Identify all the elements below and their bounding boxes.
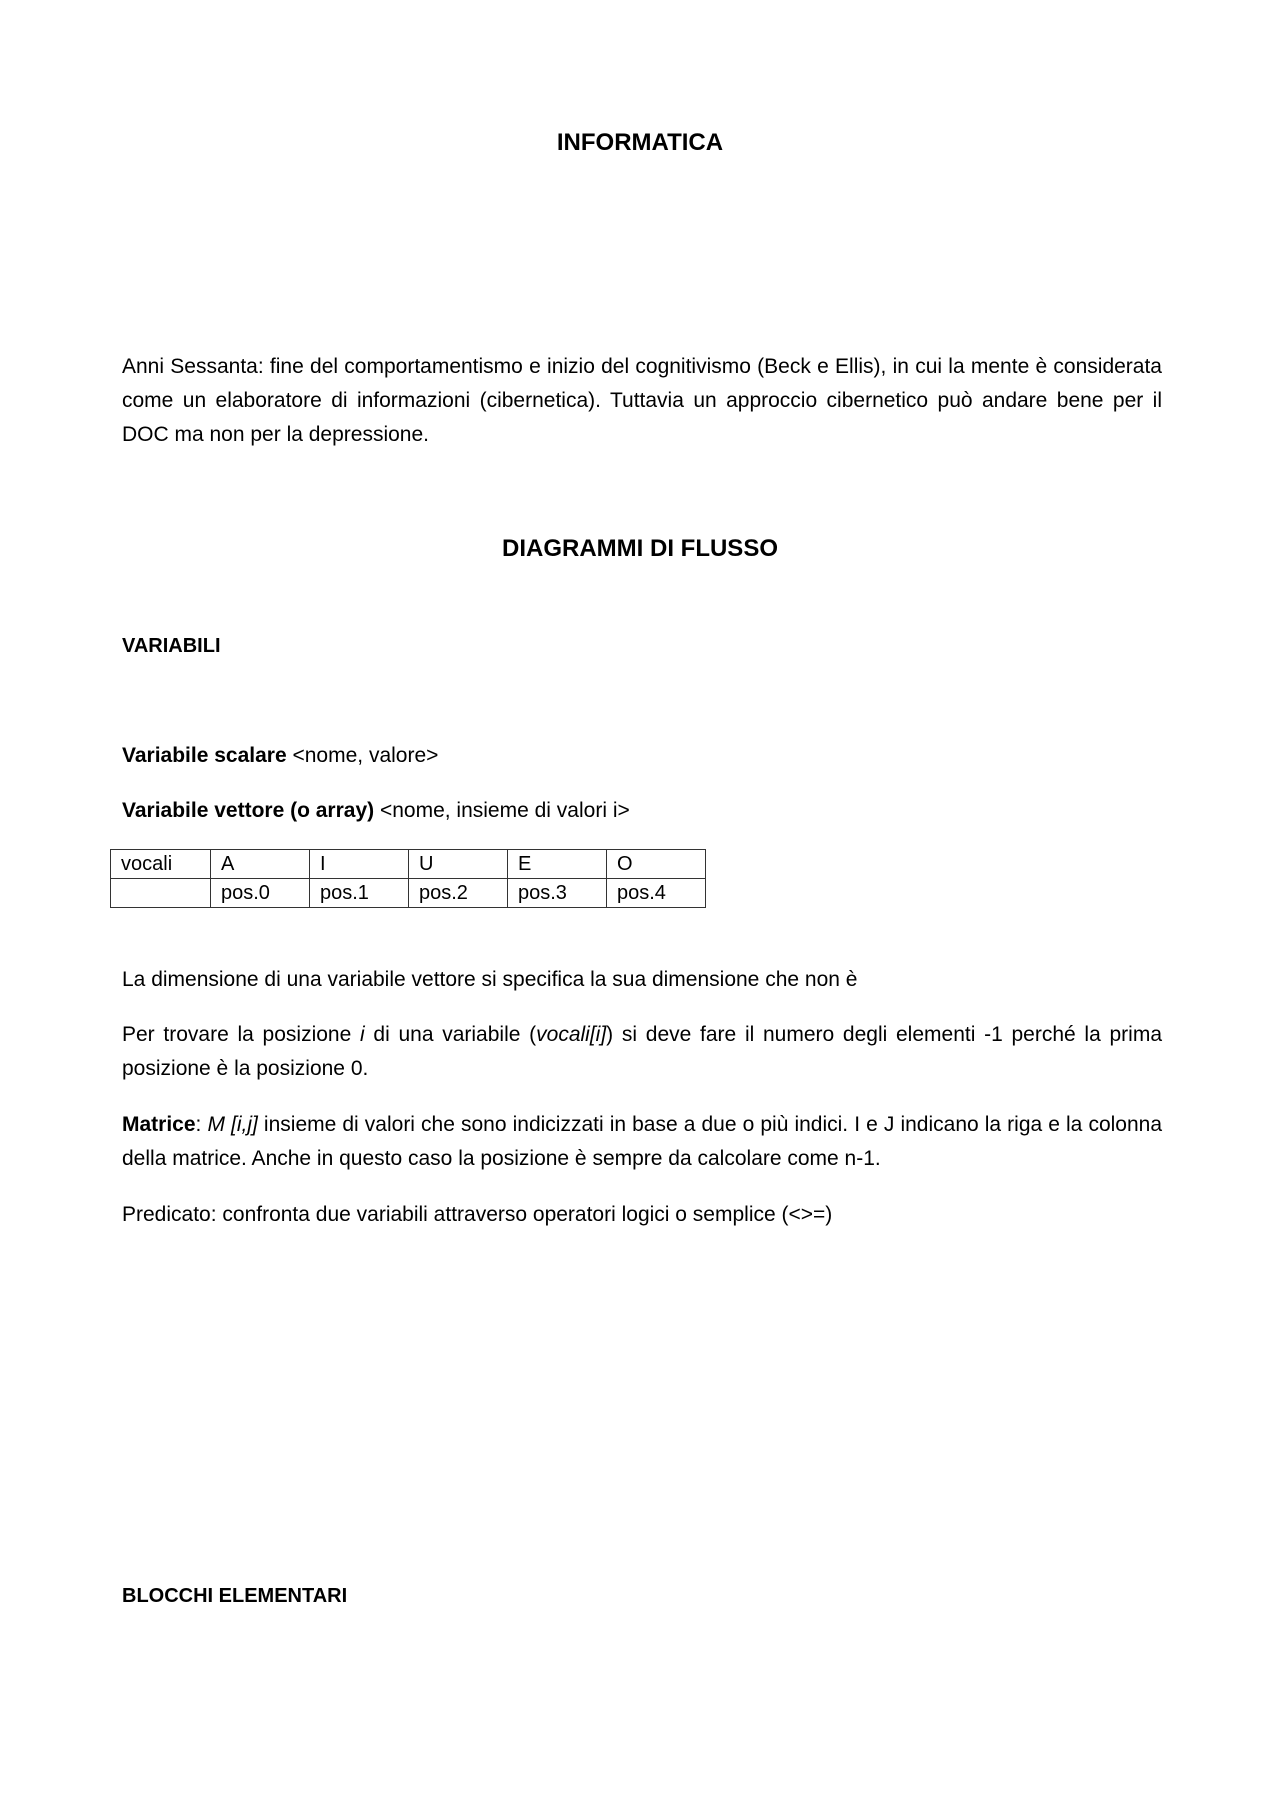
dimension-paragraph: La dimensione di una variabile vettore si specifica la sua dimensione che non è xyxy=(122,968,858,991)
vector-variable-text: <nome, insieme di valori i> xyxy=(374,799,630,822)
matrix-label: Matrice xyxy=(122,1113,196,1136)
matrix-paragraph xyxy=(122,1108,1162,1176)
position-text-1: Per trovare la posizione xyxy=(122,1023,360,1046)
table-cell: O xyxy=(607,850,706,879)
table-cell: vocali xyxy=(111,850,211,879)
position-paragraph xyxy=(122,1018,1162,1086)
table-cell xyxy=(111,879,211,908)
vector-table xyxy=(110,849,706,908)
matrix-colon: : xyxy=(195,1113,208,1136)
table-row xyxy=(111,879,706,908)
position-text-3: ) si deve fare il numero degli elementi -1 perché la prima posizione è la posizione 0. xyxy=(122,1023,1163,1080)
table-cell: pos.3 xyxy=(508,879,607,908)
position-italic-i: i xyxy=(360,1023,365,1046)
subsection-heading-blocchi: BLOCCHI ELEMENTARI xyxy=(122,1585,348,1607)
section-title: DIAGRAMMI DI FLUSSO xyxy=(502,535,778,562)
predicate-paragraph: Predicato: confronta due variabili attraverso operatori logici o semplice (<>=) xyxy=(122,1203,833,1226)
table-cell: U xyxy=(409,850,508,879)
table-row xyxy=(111,850,706,879)
table-cell: pos.1 xyxy=(310,879,409,908)
matrix-text: insieme di valori che sono indicizzati in base a due o più indici. I e J indicano la riga e la colonna della matrice. Anche in questo caso la posizione è sempre da calcolare come n-1. xyxy=(122,1113,1163,1170)
matrix-italic: M [i,j] xyxy=(207,1113,258,1136)
scalar-variable-label: Variabile scalare xyxy=(122,744,287,767)
table-cell: pos.0 xyxy=(211,879,310,908)
table-cell: pos.4 xyxy=(607,879,706,908)
scalar-variable-text: <nome, valore> xyxy=(286,744,439,767)
table-cell: pos.2 xyxy=(409,879,508,908)
table-cell: I xyxy=(310,850,409,879)
vector-variable-label: Variabile vettore (o array) xyxy=(122,799,375,822)
intro-paragraph: Anni Sessanta: fine del comportamentismo e inizio del cognitivismo (Beck e Ellis), in cui la mente è considerata come un elaboratore di informazioni (cibernetica). Tuttavia un approccio cibernetico può andare bene per il DOC ma non per la depressione. xyxy=(122,355,1162,446)
scalar-variable-line xyxy=(122,739,1162,773)
page-title: INFORMATICA xyxy=(556,129,724,156)
position-italic-vocali: vocali[i] xyxy=(536,1023,607,1046)
table-cell: E xyxy=(508,850,607,879)
table-cell: A xyxy=(211,850,310,879)
subsection-heading-variabili: VARIABILI xyxy=(122,635,221,657)
position-text-2: di una variabile ( xyxy=(364,1023,537,1046)
vector-variable-line xyxy=(122,794,1162,828)
